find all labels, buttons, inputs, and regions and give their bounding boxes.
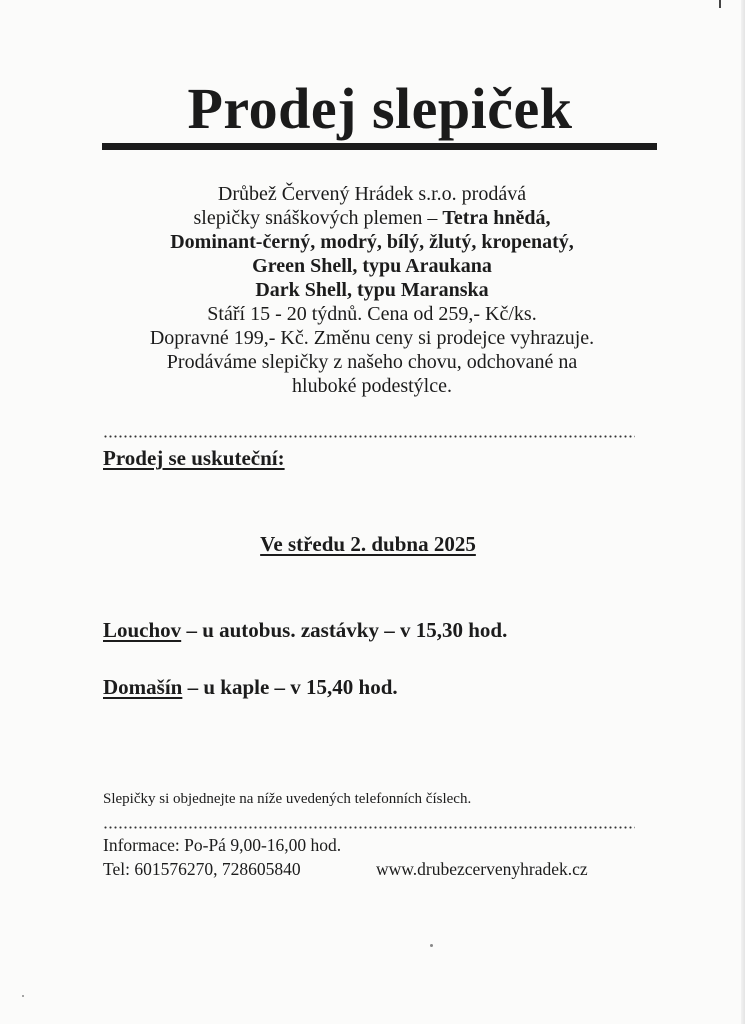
info-phones: Tel: 601576270, 728605840	[103, 859, 301, 879]
intro-line-breeds-bold: Tetra hnědá,	[442, 207, 551, 229]
breed-dark-shell: Dark Shell, typu Maranska	[255, 279, 489, 301]
sale-heading: Prodej se uskuteční:	[103, 446, 285, 470]
info-hours: Informace: Po-Pá 9,00-16,00 hod.	[103, 835, 342, 855]
event-date-text: Ve středu 2. dubna 2025	[260, 532, 476, 556]
intro-line-bedding: hluboké podestýlce.	[292, 375, 452, 397]
scan-edge-shadow	[741, 0, 745, 1024]
breed-dominant: Dominant-černý, modrý, bílý, žlutý, kropenatý,	[170, 231, 574, 253]
intro-line-green-shell	[92, 254, 652, 278]
intro-line-breeding: Prodáváme slepičky z našeho chovu, odchované na	[166, 351, 578, 373]
title-underline	[102, 143, 657, 150]
intro-line-breeds-start	[92, 206, 652, 230]
intro-line-delivery: Dopravné 199,- Kč. Změnu ceny si prodejce vyhrazuje.	[149, 327, 595, 349]
dotted-divider	[103, 826, 635, 829]
intro-line-breeds-plain: slepičky snáškových plemen –	[193, 207, 443, 229]
intro-line-age-price: Stáří 15 - 20 týdnů. Cena od 259,- Kč/ks.	[207, 303, 537, 325]
intro-line-dominant	[92, 230, 652, 254]
page-title: Prodej slepiček	[187, 76, 573, 141]
dotted-divider	[103, 435, 635, 438]
intro-paragraph	[92, 182, 652, 398]
stop-domasin	[103, 673, 398, 701]
stop-detail: – u autobus. zastávky – v 15,30 hod.	[181, 618, 508, 642]
event-date	[103, 530, 633, 558]
scan-speck	[430, 944, 433, 947]
order-note: Slepičky si objednejte na níže uvedených telefonních číslech.	[103, 791, 472, 807]
breed-green-shell: Green Shell, typu Araukana	[252, 255, 492, 277]
stop-place: Louchov	[103, 618, 182, 642]
stop-place: Domašín	[103, 675, 183, 699]
stop-louchov	[103, 616, 507, 644]
scan-corner-mark	[719, 0, 721, 8]
info-website: www.drubezcervenyhradek.cz	[376, 859, 588, 879]
stop-detail: – u kaple – v 15,40 hod.	[182, 675, 398, 699]
intro-line-seller: Drůbež Červený Hrádek s.r.o. prodává	[217, 183, 527, 205]
intro-line-dark-shell	[92, 278, 652, 302]
scan-speck	[22, 995, 24, 997]
